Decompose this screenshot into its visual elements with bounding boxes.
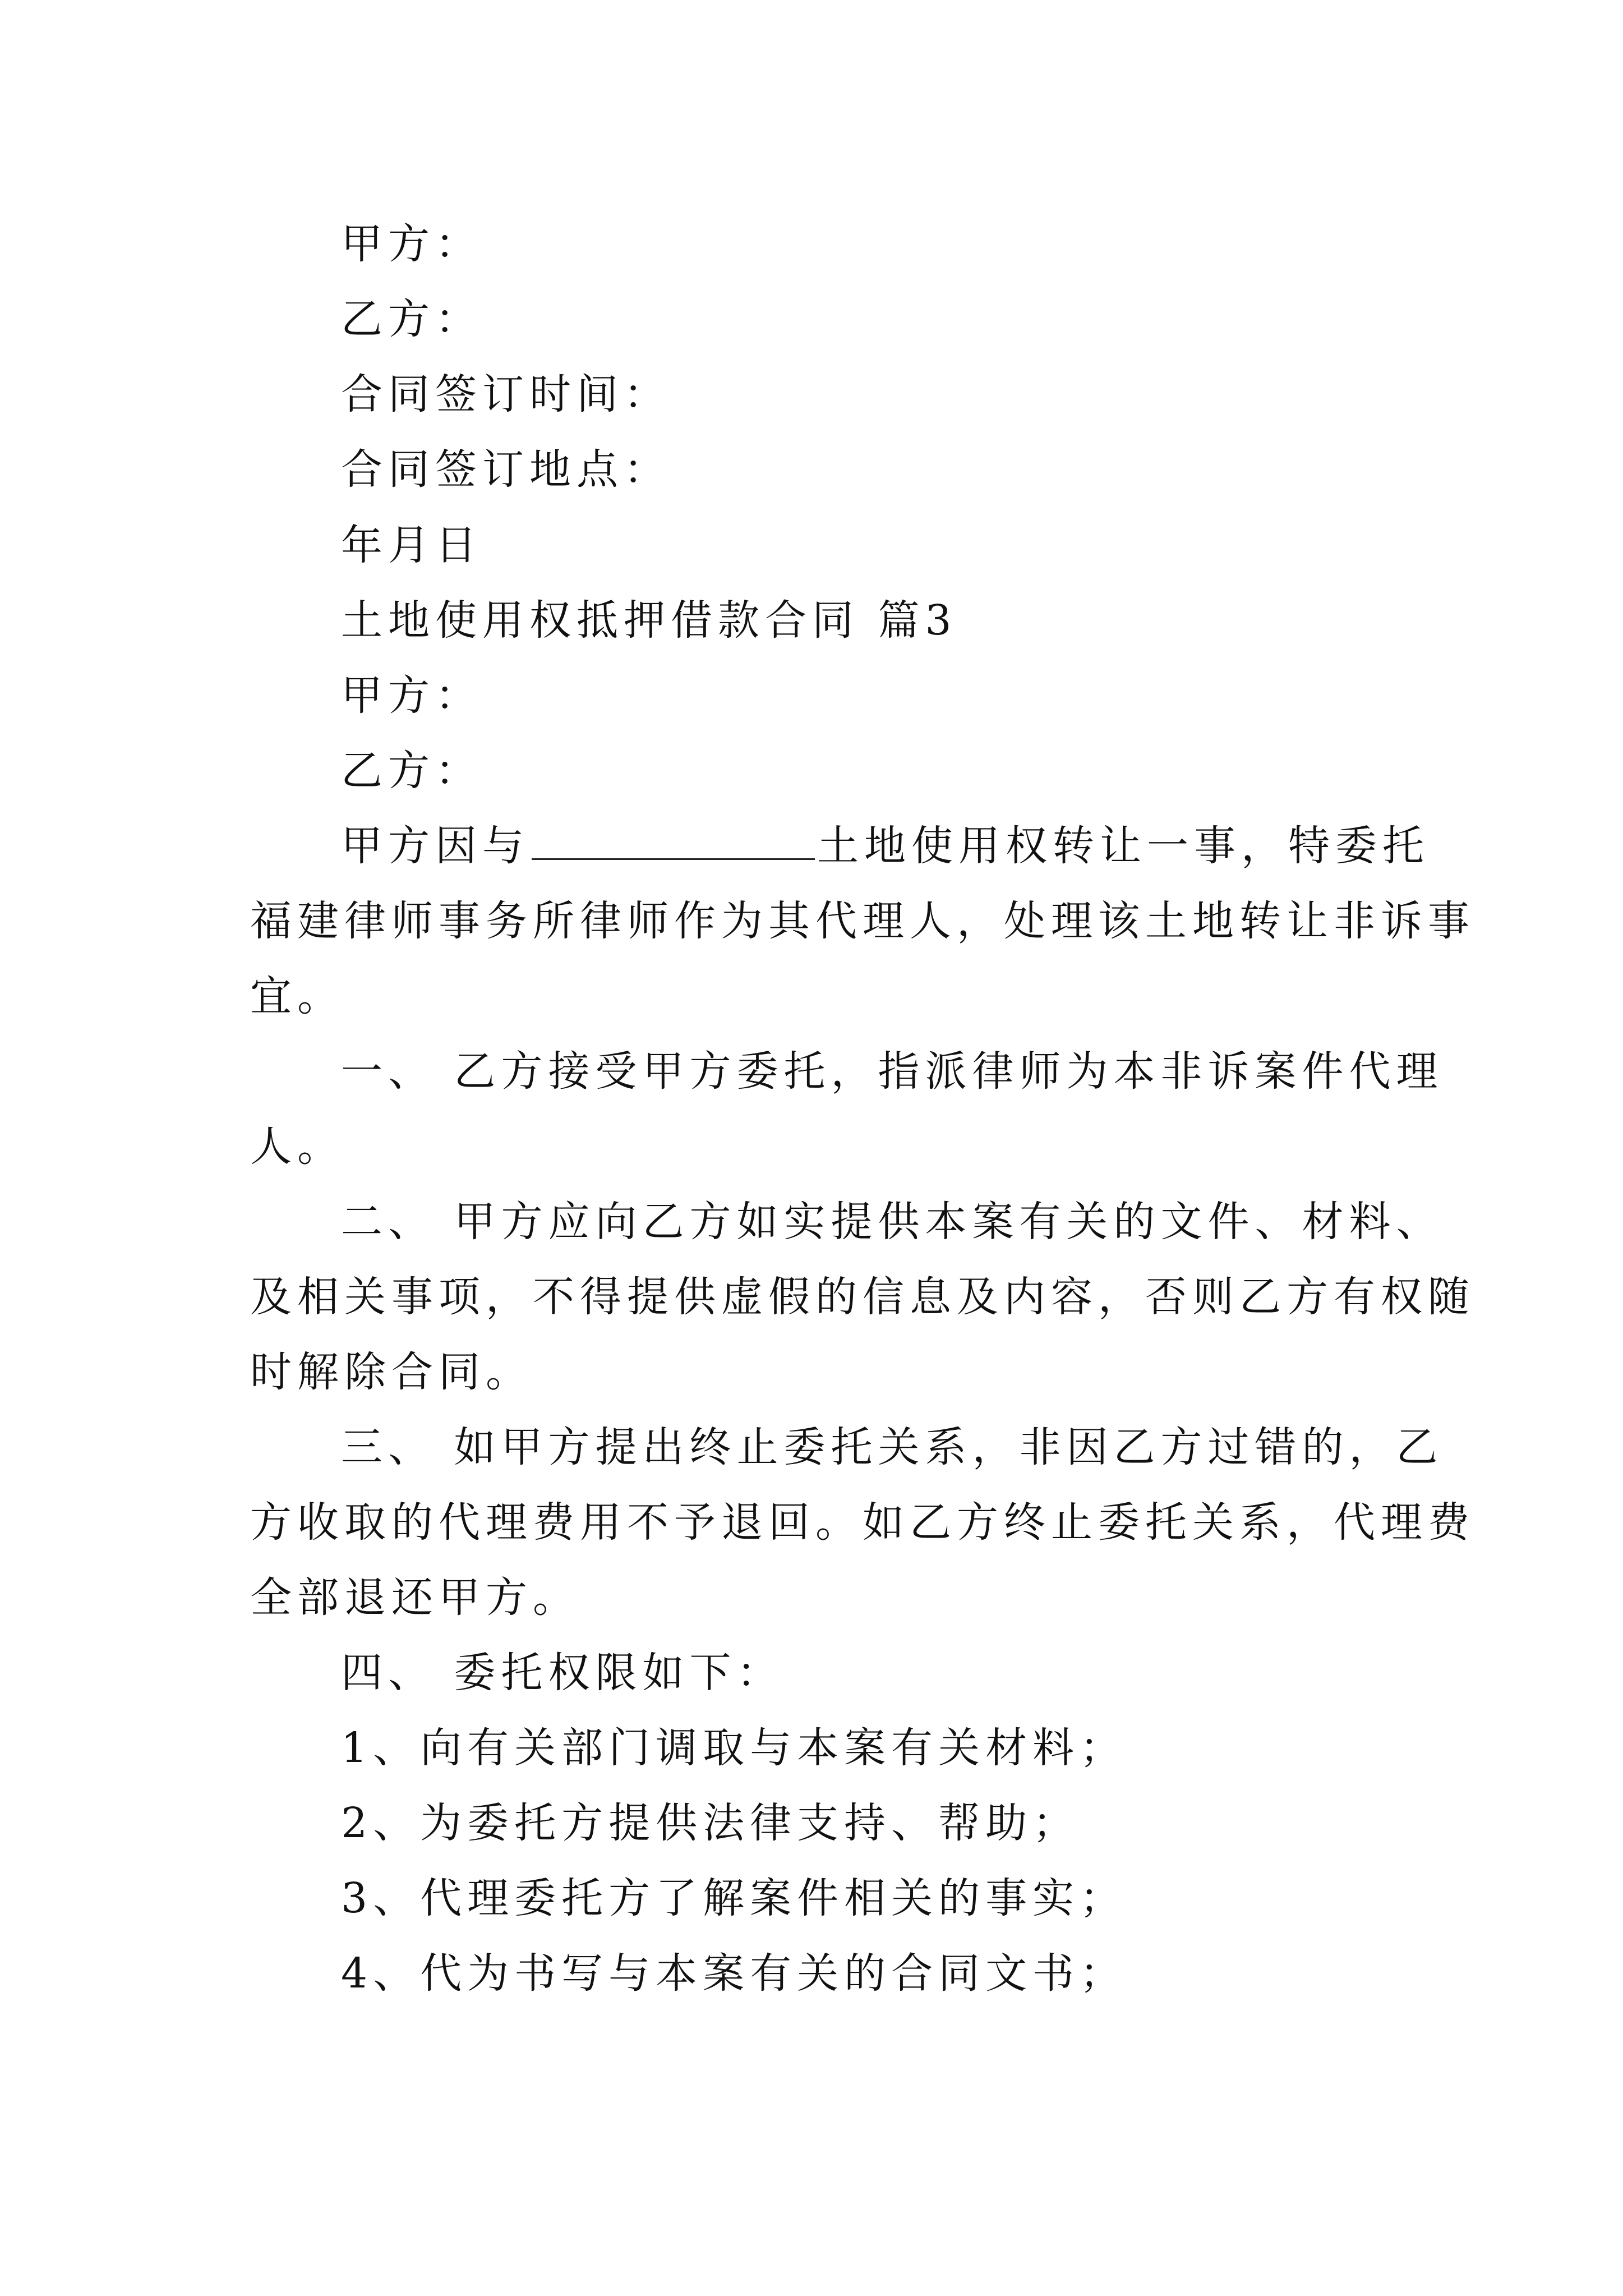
intro-line-2: 福建律师事务所律师作为其代理人，处理该土地转让非诉事	[250, 897, 1475, 945]
intro-line-1	[341, 822, 1430, 870]
signing-place-label: 合同签订地点：	[341, 445, 671, 494]
authority-item-4: 4、代为书写与本案有关的合同文书；	[341, 1949, 1127, 1998]
signing-time-label: 合同签订时间：	[341, 370, 671, 418]
intro-text-part-2: 土地使用权转让一事，特委托	[817, 822, 1430, 870]
fill-in-blank	[532, 856, 815, 860]
intro-line-3: 宜。	[250, 972, 344, 1020]
clause-one-line-1: 一、 乙方接受甲方委托，指派律师为本非诉案件代理	[341, 1047, 1444, 1096]
party-b-label-2: 乙方：	[341, 747, 482, 795]
clause-three-line-2: 方收取的代理费用不予退回。如乙方终止委托关系，代理费	[250, 1498, 1475, 1547]
clause-three-line-1: 三、 如甲方提出终止委托关系，非因乙方过错的，乙	[341, 1423, 1444, 1471]
clause-three-line-3: 全部退还甲方。	[250, 1573, 580, 1622]
clause-two-line-2: 及相关事项，不得提供虚假的信息及内容，否则乙方有权随	[250, 1273, 1475, 1321]
party-a-label: 甲方：	[341, 220, 482, 268]
clause-two-line-3: 时解除合同。	[250, 1348, 533, 1396]
party-b-label: 乙方：	[341, 295, 482, 343]
party-a-label-2: 甲方：	[341, 671, 482, 720]
clause-one-line-2: 人。	[250, 1122, 344, 1171]
authority-item-2: 2、为委托方提供法律支持、帮助；	[341, 1799, 1080, 1847]
intro-text-part-1: 甲方因与	[341, 822, 529, 870]
clause-four-heading: 四、 委托权限如下：	[341, 1649, 784, 1697]
date-label: 年月日	[341, 521, 482, 569]
section-title: 土地使用权抵押借款合同 篇3	[341, 596, 957, 645]
clause-two-line-1: 二、 甲方应向乙方如实提供本案有关的文件、材料、	[341, 1198, 1444, 1246]
authority-item-1: 1、向有关部门调取与本案有关材料；	[341, 1724, 1127, 1772]
authority-item-3: 3、代理委托方了解案件相关的事实；	[341, 1874, 1127, 1922]
